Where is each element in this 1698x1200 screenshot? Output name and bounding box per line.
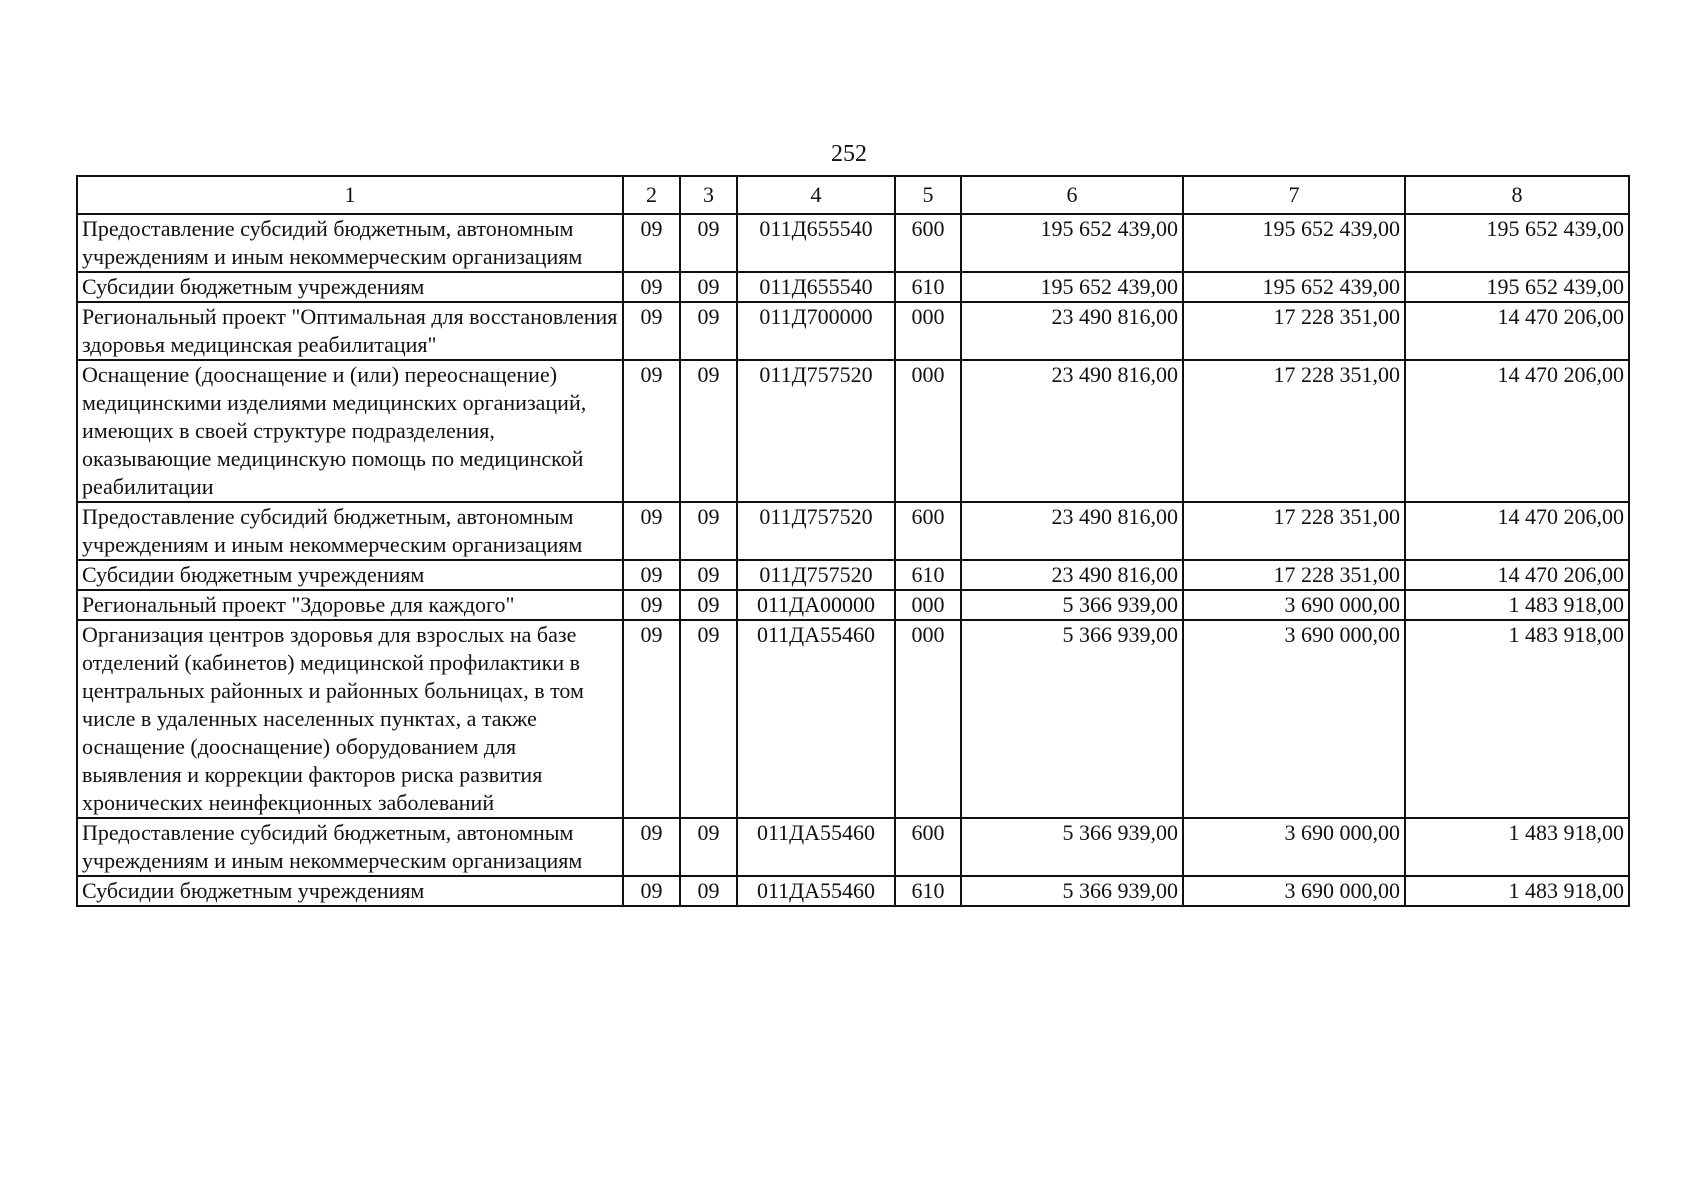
amount-col-7: 17 228 351,00 <box>1183 302 1405 360</box>
amount-col-7: 17 228 351,00 <box>1183 360 1405 502</box>
subsection-code: 09 <box>680 272 737 302</box>
row-name: Предоставление субсидий бюджетным, автономным учреждениям и иным некоммерческим организациям <box>77 502 623 560</box>
subsection-code: 09 <box>680 590 737 620</box>
table-row <box>77 876 1629 906</box>
amount-col-7: 17 228 351,00 <box>1183 560 1405 590</box>
target-article-code: 011Д757520 <box>737 502 895 560</box>
amount-col-8: 1 483 918,00 <box>1405 876 1629 906</box>
section-code: 09 <box>623 360 680 502</box>
expense-type-code: 610 <box>895 560 961 590</box>
amount-col-6: 23 490 816,00 <box>961 502 1183 560</box>
amount-col-8: 1 483 918,00 <box>1405 818 1629 876</box>
table-row <box>77 272 1629 302</box>
target-article-code: 011Д655540 <box>737 214 895 272</box>
table-row <box>77 302 1629 360</box>
section-code: 09 <box>623 502 680 560</box>
table-row <box>77 214 1629 272</box>
table-row <box>77 560 1629 590</box>
column-header-4: 4 <box>737 176 895 214</box>
amount-col-6: 195 652 439,00 <box>961 214 1183 272</box>
target-article-code: 011ДА00000 <box>737 590 895 620</box>
table-row <box>77 818 1629 876</box>
subsection-code: 09 <box>680 360 737 502</box>
target-article-code: 011Д655540 <box>737 272 895 302</box>
amount-col-8: 195 652 439,00 <box>1405 272 1629 302</box>
section-code: 09 <box>623 620 680 818</box>
subsection-code: 09 <box>680 502 737 560</box>
expense-type-code: 000 <box>895 360 961 502</box>
amount-col-7: 195 652 439,00 <box>1183 214 1405 272</box>
target-article-code: 011ДА55460 <box>737 620 895 818</box>
amount-col-8: 1 483 918,00 <box>1405 620 1629 818</box>
amount-col-6: 5 366 939,00 <box>961 620 1183 818</box>
expense-type-code: 000 <box>895 302 961 360</box>
section-code: 09 <box>623 876 680 906</box>
table-row <box>77 620 1629 818</box>
expense-type-code: 000 <box>895 590 961 620</box>
amount-col-6: 5 366 939,00 <box>961 876 1183 906</box>
expense-type-code: 610 <box>895 876 961 906</box>
subsection-code: 09 <box>680 818 737 876</box>
amount-col-7: 17 228 351,00 <box>1183 502 1405 560</box>
row-name: Субсидии бюджетным учреждениям <box>77 876 623 906</box>
column-header-2: 2 <box>623 176 680 214</box>
column-header-7: 7 <box>1183 176 1405 214</box>
amount-col-6: 23 490 816,00 <box>961 302 1183 360</box>
section-code: 09 <box>623 302 680 360</box>
subsection-code: 09 <box>680 560 737 590</box>
amount-col-6: 23 490 816,00 <box>961 560 1183 590</box>
expense-type-code: 600 <box>895 818 961 876</box>
section-code: 09 <box>623 560 680 590</box>
section-code: 09 <box>623 214 680 272</box>
table-row <box>77 360 1629 502</box>
column-header-5: 5 <box>895 176 961 214</box>
amount-col-8: 1 483 918,00 <box>1405 590 1629 620</box>
subsection-code: 09 <box>680 620 737 818</box>
subsection-code: 09 <box>680 876 737 906</box>
amount-col-8: 14 470 206,00 <box>1405 302 1629 360</box>
row-name: Предоставление субсидий бюджетным, автономным учреждениям и иным некоммерческим организациям <box>77 818 623 876</box>
row-name: Предоставление субсидий бюджетным, автономным учреждениям и иным некоммерческим организациям <box>77 214 623 272</box>
target-article-code: 011ДА55460 <box>737 876 895 906</box>
expense-type-code: 600 <box>895 214 961 272</box>
target-article-code: 011Д757520 <box>737 360 895 502</box>
header-row <box>77 176 1629 214</box>
subsection-code: 09 <box>680 302 737 360</box>
amount-col-7: 3 690 000,00 <box>1183 876 1405 906</box>
row-name: Оснащение (дооснащение и (или) переоснащение) медицинскими изделиями медицинских организаций, имеющих в своей структуре подразделения, оказывающие медицинскую помощь по медицинской реабилитации <box>77 360 623 502</box>
section-code: 09 <box>623 272 680 302</box>
amount-col-8: 14 470 206,00 <box>1405 360 1629 502</box>
table-row <box>77 502 1629 560</box>
budget-table <box>76 175 1630 907</box>
column-header-1: 1 <box>77 176 623 214</box>
column-header-3: 3 <box>680 176 737 214</box>
section-code: 09 <box>623 818 680 876</box>
section-code: 09 <box>623 590 680 620</box>
column-header-8: 8 <box>1405 176 1629 214</box>
row-name: Региональный проект "Оптимальная для восстановления здоровья медицинская реабилитация" <box>77 302 623 360</box>
table-row <box>77 590 1629 620</box>
amount-col-8: 14 470 206,00 <box>1405 502 1629 560</box>
amount-col-7: 3 690 000,00 <box>1183 818 1405 876</box>
amount-col-8: 14 470 206,00 <box>1405 560 1629 590</box>
target-article-code: 011Д757520 <box>737 560 895 590</box>
column-header-6: 6 <box>961 176 1183 214</box>
amount-col-7: 3 690 000,00 <box>1183 620 1405 818</box>
amount-col-7: 3 690 000,00 <box>1183 590 1405 620</box>
amount-col-6: 23 490 816,00 <box>961 360 1183 502</box>
amount-col-6: 195 652 439,00 <box>961 272 1183 302</box>
expense-type-code: 000 <box>895 620 961 818</box>
page-number: 252 <box>831 141 867 167</box>
amount-col-6: 5 366 939,00 <box>961 818 1183 876</box>
expense-type-code: 610 <box>895 272 961 302</box>
amount-col-8: 195 652 439,00 <box>1405 214 1629 272</box>
row-name: Организация центров здоровья для взрослых на базе отделений (кабинетов) медицинской профилактики в центральных районных и районных больницах, в том числе в удаленных населенных пунктах, а также оснащение (дооснащение) оборудованием для выявления и коррекции факторов риска развития хронических неинфекционных заболеваний <box>77 620 623 818</box>
amount-col-7: 195 652 439,00 <box>1183 272 1405 302</box>
target-article-code: 011Д700000 <box>737 302 895 360</box>
subsection-code: 09 <box>680 214 737 272</box>
row-name: Субсидии бюджетным учреждениям <box>77 560 623 590</box>
target-article-code: 011ДА55460 <box>737 818 895 876</box>
expense-type-code: 600 <box>895 502 961 560</box>
row-name: Субсидии бюджетным учреждениям <box>77 272 623 302</box>
amount-col-6: 5 366 939,00 <box>961 590 1183 620</box>
row-name: Региональный проект "Здоровье для каждого" <box>77 590 623 620</box>
